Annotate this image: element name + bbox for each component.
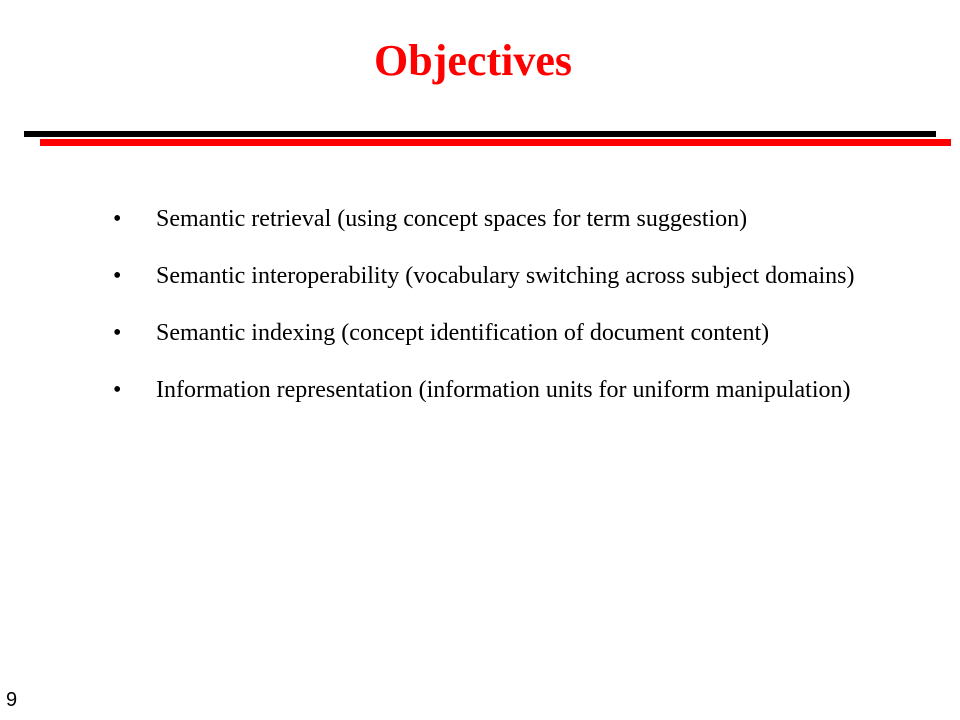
page-number: 9 <box>6 689 18 711</box>
bullet-text: Semantic retrieval (using concept spaces for term suggestion) <box>156 206 748 232</box>
bullet-item <box>0 316 876 351</box>
title-divider-red <box>40 139 951 146</box>
bullet-marker: • <box>113 263 122 289</box>
slide-title: Objectives <box>374 36 572 85</box>
bullet-item <box>0 373 876 408</box>
bullet-item <box>0 202 876 237</box>
bullet-marker: • <box>113 206 122 232</box>
bullet-marker: • <box>113 320 122 346</box>
bullet-marker: • <box>113 377 122 403</box>
bullet-list <box>0 202 960 430</box>
bullet-text: Semantic indexing (concept identification of document content) <box>156 320 770 346</box>
bullet-text: Information representation (information units for uniform manipulation) <box>156 377 851 403</box>
title-divider-black <box>24 131 936 137</box>
bullet-item <box>0 259 876 294</box>
bullet-text: Semantic interoperability (vocabulary switching across subject domains) <box>156 263 855 289</box>
